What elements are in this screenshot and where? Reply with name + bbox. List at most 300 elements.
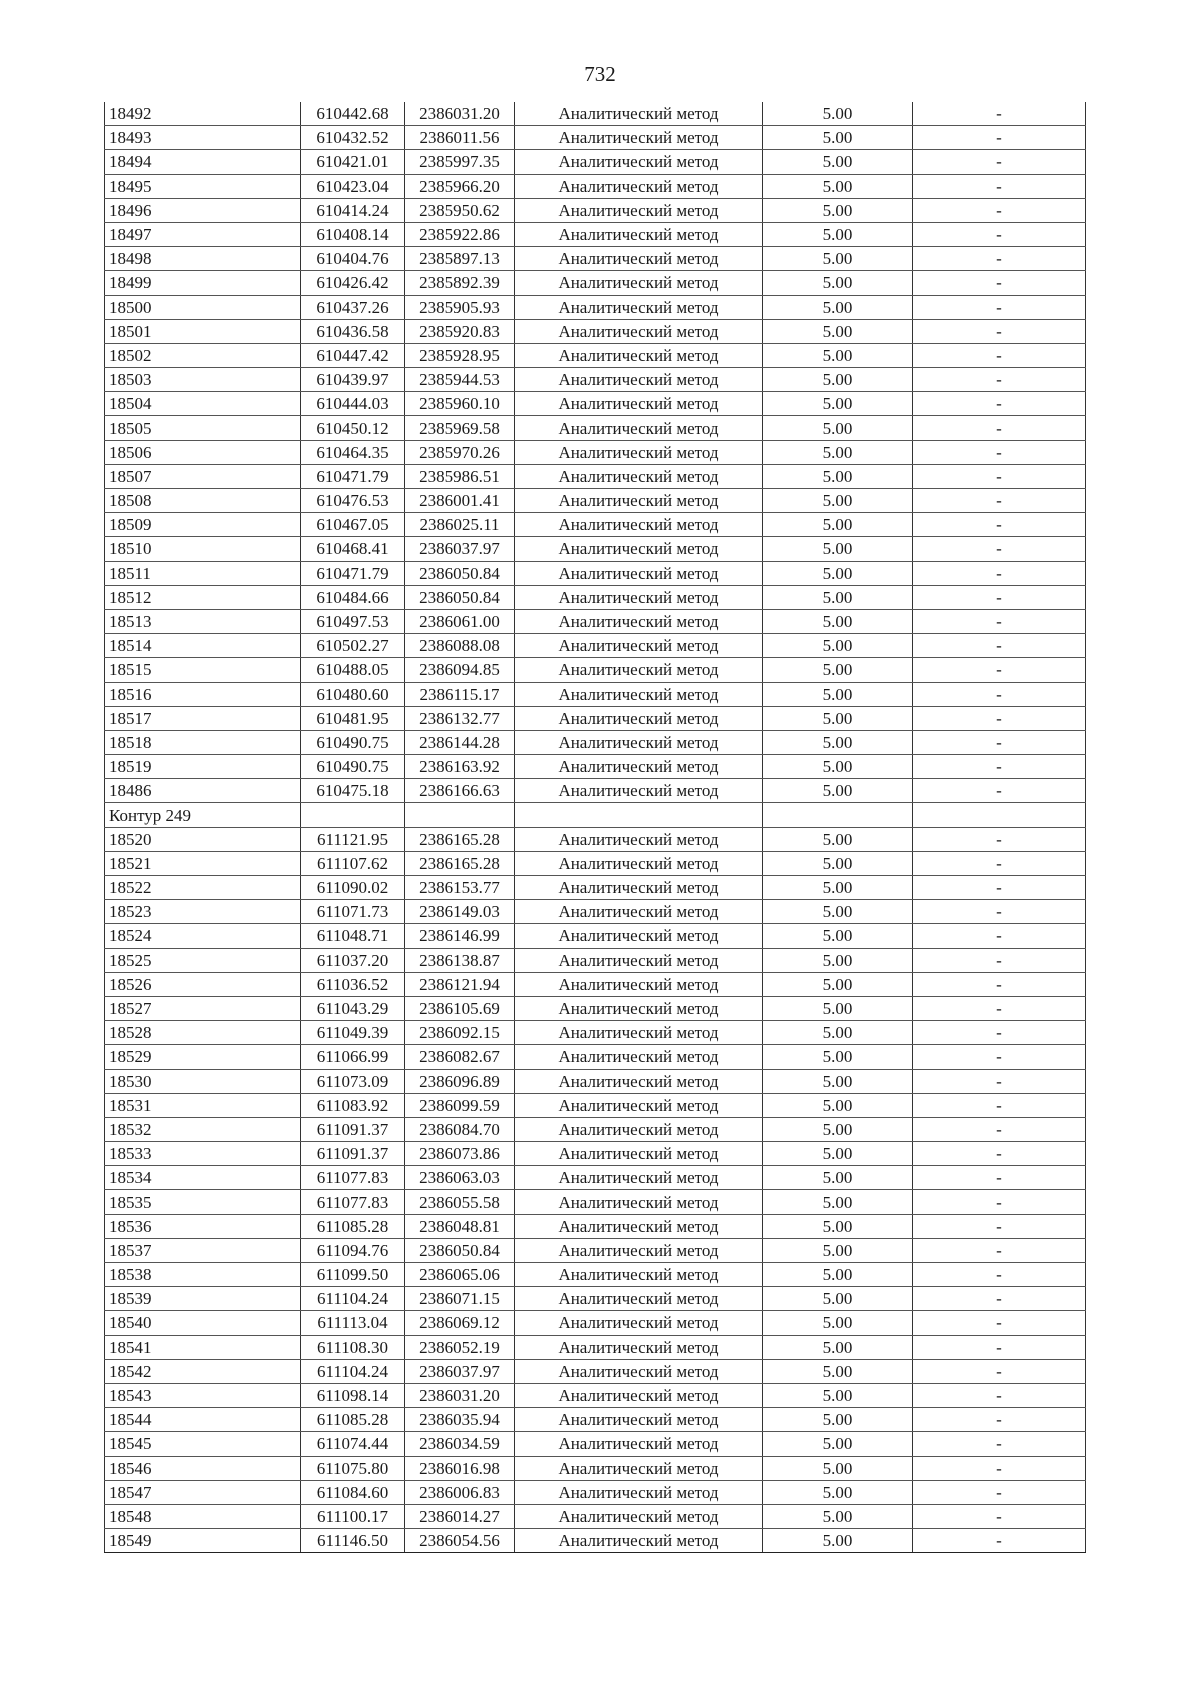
method-cell: Аналитический метод	[515, 1021, 763, 1045]
table-row	[105, 1311, 1086, 1335]
point-id-cell: 18511	[105, 561, 301, 585]
method-cell: Аналитический метод	[515, 368, 763, 392]
description-cell: -	[913, 682, 1086, 706]
x-coordinate-cell: 610442.68	[301, 102, 405, 126]
error-cell: 5.00	[763, 1359, 913, 1383]
table-row	[105, 126, 1086, 150]
description-cell: -	[913, 102, 1086, 126]
table-row	[105, 1166, 1086, 1190]
method-cell: Аналитический метод	[515, 1504, 763, 1528]
table-row	[105, 924, 1086, 948]
error-cell: 5.00	[763, 198, 913, 222]
x-coordinate-cell: 610471.79	[301, 464, 405, 488]
table-row	[105, 1432, 1086, 1456]
description-cell: -	[913, 851, 1086, 875]
y-coordinate-cell: 2386031.20	[405, 1383, 515, 1407]
method-cell: Аналитический метод	[515, 1263, 763, 1287]
description-cell: -	[913, 1408, 1086, 1432]
y-coordinate-cell: 2386050.84	[405, 1238, 515, 1262]
point-id-cell: 18535	[105, 1190, 301, 1214]
x-coordinate-cell: 610437.26	[301, 295, 405, 319]
x-coordinate-cell: 611121.95	[301, 827, 405, 851]
table-row	[105, 537, 1086, 561]
y-coordinate-cell: 2386163.92	[405, 755, 515, 779]
description-cell: -	[913, 1021, 1086, 1045]
point-id-cell: 18523	[105, 900, 301, 924]
method-cell: Аналитический метод	[515, 1335, 763, 1359]
y-coordinate-cell: 2386001.41	[405, 489, 515, 513]
table-row	[105, 1142, 1086, 1166]
point-id-cell: 18493	[105, 126, 301, 150]
method-cell: Аналитический метод	[515, 948, 763, 972]
description-cell: -	[913, 1383, 1086, 1407]
point-id-cell: 18530	[105, 1069, 301, 1093]
point-id-cell: 18528	[105, 1021, 301, 1045]
method-cell: Аналитический метод	[515, 561, 763, 585]
x-coordinate-cell: 610450.12	[301, 416, 405, 440]
y-coordinate-cell: 2386092.15	[405, 1021, 515, 1045]
method-cell: Аналитический метод	[515, 1408, 763, 1432]
error-cell: 5.00	[763, 730, 913, 754]
point-id-cell: 18500	[105, 295, 301, 319]
x-coordinate-cell: 611037.20	[301, 948, 405, 972]
x-coordinate-cell: 610481.95	[301, 706, 405, 730]
description-cell: -	[913, 343, 1086, 367]
description-cell: -	[913, 1190, 1086, 1214]
point-id-cell: 18506	[105, 440, 301, 464]
method-cell: Аналитический метод	[515, 1069, 763, 1093]
y-coordinate-cell: 2385986.51	[405, 464, 515, 488]
table-row	[105, 996, 1086, 1020]
x-coordinate-cell: 610423.04	[301, 174, 405, 198]
error-cell: 5.00	[763, 126, 913, 150]
x-coordinate-cell: 610421.01	[301, 150, 405, 174]
y-coordinate-cell: 2386153.77	[405, 876, 515, 900]
x-coordinate-cell: 611098.14	[301, 1383, 405, 1407]
description-cell: -	[913, 900, 1086, 924]
error-cell: 5.00	[763, 1408, 913, 1432]
x-coordinate-cell: 610480.60	[301, 682, 405, 706]
x-coordinate-cell: 610426.42	[301, 271, 405, 295]
method-cell: Аналитический метод	[515, 585, 763, 609]
y-coordinate-cell: 2385944.53	[405, 368, 515, 392]
method-cell: Аналитический метод	[515, 343, 763, 367]
description-cell: -	[913, 537, 1086, 561]
error-cell: 5.00	[763, 682, 913, 706]
table-row	[105, 174, 1086, 198]
error-cell: 5.00	[763, 440, 913, 464]
description-cell: -	[913, 440, 1086, 464]
error-cell: 5.00	[763, 1383, 913, 1407]
table-row	[105, 827, 1086, 851]
method-cell: Аналитический метод	[515, 464, 763, 488]
error-cell: 5.00	[763, 174, 913, 198]
error-cell: 5.00	[763, 1117, 913, 1141]
y-coordinate-cell: 2386048.81	[405, 1214, 515, 1238]
description-cell: -	[913, 1045, 1086, 1069]
description-cell: -	[913, 634, 1086, 658]
y-coordinate-cell: 2386138.87	[405, 948, 515, 972]
x-coordinate-cell: 610497.53	[301, 609, 405, 633]
x-coordinate-cell: 611049.39	[301, 1021, 405, 1045]
error-cell: 5.00	[763, 1311, 913, 1335]
description-cell: -	[913, 876, 1086, 900]
contour-label: Контур 249	[105, 803, 301, 827]
y-coordinate-cell: 2386146.99	[405, 924, 515, 948]
y-coordinate-cell: 2386065.06	[405, 1263, 515, 1287]
error-cell: 5.00	[763, 634, 913, 658]
x-coordinate-cell: 610464.35	[301, 440, 405, 464]
table-row	[105, 682, 1086, 706]
description-cell: -	[913, 198, 1086, 222]
x-coordinate-cell: 610502.27	[301, 634, 405, 658]
description-cell: -	[913, 1287, 1086, 1311]
table-row	[105, 319, 1086, 343]
error-cell: 5.00	[763, 489, 913, 513]
error-cell: 5.00	[763, 368, 913, 392]
y-coordinate-cell: 2386105.69	[405, 996, 515, 1020]
y-coordinate-cell: 2386055.58	[405, 1190, 515, 1214]
description-cell: -	[913, 585, 1086, 609]
y-coordinate-cell: 2386165.28	[405, 851, 515, 875]
x-coordinate-cell: 610476.53	[301, 489, 405, 513]
point-id-cell: 18537	[105, 1238, 301, 1262]
x-coordinate-cell: 611113.04	[301, 1311, 405, 1335]
description-cell: -	[913, 150, 1086, 174]
table-row	[105, 1263, 1086, 1287]
point-id-cell: 18517	[105, 706, 301, 730]
point-id-cell: 18539	[105, 1287, 301, 1311]
description-cell: -	[913, 1263, 1086, 1287]
y-coordinate-cell: 2386099.59	[405, 1093, 515, 1117]
x-coordinate-cell: 611108.30	[301, 1335, 405, 1359]
description-cell: -	[913, 1214, 1086, 1238]
table-row	[105, 1069, 1086, 1093]
error-cell: 5.00	[763, 1142, 913, 1166]
table-row	[105, 1335, 1086, 1359]
method-cell: Аналитический метод	[515, 996, 763, 1020]
description-cell: -	[913, 1166, 1086, 1190]
table-row	[105, 222, 1086, 246]
y-coordinate-cell: 2386132.77	[405, 706, 515, 730]
x-coordinate-cell: 611036.52	[301, 972, 405, 996]
x-coordinate-cell: 611074.44	[301, 1432, 405, 1456]
method-cell: Аналитический метод	[515, 682, 763, 706]
point-id-cell: 18549	[105, 1529, 301, 1553]
error-cell: 5.00	[763, 1045, 913, 1069]
x-coordinate-cell: 611073.09	[301, 1069, 405, 1093]
table-row	[105, 1504, 1086, 1528]
x-coordinate-cell: 610468.41	[301, 537, 405, 561]
description-cell: -	[913, 319, 1086, 343]
method-cell: Аналитический метод	[515, 658, 763, 682]
method-cell: Аналитический метод	[515, 876, 763, 900]
point-id-cell: 18510	[105, 537, 301, 561]
description-cell: -	[913, 1359, 1086, 1383]
description-cell: -	[913, 416, 1086, 440]
error-cell: 5.00	[763, 392, 913, 416]
y-coordinate-cell: 2386014.27	[405, 1504, 515, 1528]
table-row	[105, 972, 1086, 996]
y-coordinate-cell: 2385966.20	[405, 174, 515, 198]
table-row	[105, 295, 1086, 319]
x-coordinate-cell: 610490.75	[301, 755, 405, 779]
x-coordinate-cell: 611075.80	[301, 1456, 405, 1480]
error-cell: 5.00	[763, 1263, 913, 1287]
description-cell: -	[913, 1238, 1086, 1262]
page-number: 732	[584, 62, 616, 86]
table-row	[105, 1383, 1086, 1407]
y-coordinate-cell: 2385892.39	[405, 271, 515, 295]
error-cell: 5.00	[763, 1166, 913, 1190]
point-id-cell: 18492	[105, 102, 301, 126]
error-cell: 5.00	[763, 247, 913, 271]
description-cell: -	[913, 561, 1086, 585]
x-coordinate-cell: 610490.75	[301, 730, 405, 754]
point-id-cell: 18497	[105, 222, 301, 246]
error-cell: 5.00	[763, 1335, 913, 1359]
point-id-cell: 18503	[105, 368, 301, 392]
method-cell: Аналитический метод	[515, 1383, 763, 1407]
x-coordinate-cell: 610414.24	[301, 198, 405, 222]
method-cell: Аналитический метод	[515, 779, 763, 803]
y-coordinate-cell: 2386031.20	[405, 102, 515, 126]
x-coordinate-cell: 611077.83	[301, 1190, 405, 1214]
method-cell: Аналитический метод	[515, 1456, 763, 1480]
y-coordinate-cell: 2386050.84	[405, 585, 515, 609]
error-cell: 5.00	[763, 706, 913, 730]
y-coordinate-cell: 2386061.00	[405, 609, 515, 633]
x-coordinate-cell: 611085.28	[301, 1214, 405, 1238]
x-coordinate-cell: 611100.17	[301, 1504, 405, 1528]
table-row	[105, 755, 1086, 779]
error-cell: 5.00	[763, 1504, 913, 1528]
point-id-cell: 18545	[105, 1432, 301, 1456]
method-cell: Аналитический метод	[515, 1432, 763, 1456]
point-id-cell: 18526	[105, 972, 301, 996]
y-coordinate-cell: 2385897.13	[405, 247, 515, 271]
method-cell: Аналитический метод	[515, 150, 763, 174]
error-cell: 5.00	[763, 585, 913, 609]
error-cell: 5.00	[763, 1214, 913, 1238]
method-cell: Аналитический метод	[515, 102, 763, 126]
table-row	[105, 1045, 1086, 1069]
table-row	[105, 489, 1086, 513]
point-id-cell: 18516	[105, 682, 301, 706]
x-coordinate-cell: 611146.50	[301, 1529, 405, 1553]
y-coordinate-cell: 2386034.59	[405, 1432, 515, 1456]
table-row	[105, 1456, 1086, 1480]
method-cell: Аналитический метод	[515, 972, 763, 996]
y-coordinate-cell: 2386050.84	[405, 561, 515, 585]
method-cell: Аналитический метод	[515, 609, 763, 633]
method-cell: Аналитический метод	[515, 1311, 763, 1335]
x-coordinate-cell: 611066.99	[301, 1045, 405, 1069]
method-cell: Аналитический метод	[515, 440, 763, 464]
method-cell: Аналитический метод	[515, 1238, 763, 1262]
x-coordinate-cell: 610467.05	[301, 513, 405, 537]
description-cell: -	[913, 1529, 1086, 1553]
x-coordinate-cell: 611043.29	[301, 996, 405, 1020]
x-coordinate-cell: 611083.92	[301, 1093, 405, 1117]
error-cell: 5.00	[763, 1432, 913, 1456]
y-coordinate-cell: 2386082.67	[405, 1045, 515, 1069]
point-id-cell: 18501	[105, 319, 301, 343]
error-cell: 5.00	[763, 464, 913, 488]
method-cell: Аналитический метод	[515, 634, 763, 658]
error-cell: 5.00	[763, 827, 913, 851]
y-coordinate-cell: 2386096.89	[405, 1069, 515, 1093]
x-coordinate-cell: 610404.76	[301, 247, 405, 271]
point-id-cell: 18512	[105, 585, 301, 609]
point-id-cell: 18498	[105, 247, 301, 271]
point-id-cell: 18515	[105, 658, 301, 682]
method-cell: Аналитический метод	[515, 755, 763, 779]
point-id-cell: 18527	[105, 996, 301, 1020]
error-cell: 5.00	[763, 924, 913, 948]
x-coordinate-cell: 611071.73	[301, 900, 405, 924]
description-cell: -	[913, 513, 1086, 537]
error-cell: 5.00	[763, 1069, 913, 1093]
error-cell: 5.00	[763, 876, 913, 900]
point-id-cell: 18509	[105, 513, 301, 537]
error-cell: 5.00	[763, 561, 913, 585]
method-cell: Аналитический метод	[515, 489, 763, 513]
point-id-cell: 18536	[105, 1214, 301, 1238]
y-coordinate-cell: 2386011.56	[405, 126, 515, 150]
error-cell: 5.00	[763, 996, 913, 1020]
error-cell: 5.00	[763, 755, 913, 779]
error-cell: 5.00	[763, 851, 913, 875]
table-row	[105, 368, 1086, 392]
table-row	[105, 730, 1086, 754]
description-cell: -	[913, 1117, 1086, 1141]
error-cell: 5.00	[763, 416, 913, 440]
description-cell: -	[913, 295, 1086, 319]
table-row	[105, 779, 1086, 803]
description-cell: -	[913, 924, 1086, 948]
table-row	[105, 392, 1086, 416]
error-cell: 5.00	[763, 900, 913, 924]
table-row	[105, 343, 1086, 367]
point-id-cell: 18514	[105, 634, 301, 658]
x-coordinate-cell: 611094.76	[301, 1238, 405, 1262]
point-id-cell: 18524	[105, 924, 301, 948]
point-id-cell: 18513	[105, 609, 301, 633]
error-cell: 5.00	[763, 513, 913, 537]
description-cell: -	[913, 1480, 1086, 1504]
y-coordinate-cell: 2386088.08	[405, 634, 515, 658]
table-row	[105, 1021, 1086, 1045]
error-cell: 5.00	[763, 537, 913, 561]
y-coordinate-cell: 2386166.63	[405, 779, 515, 803]
description-cell: -	[913, 222, 1086, 246]
description-cell: -	[913, 1504, 1086, 1528]
y-coordinate-cell: 2385928.95	[405, 343, 515, 367]
x-coordinate-cell: 611091.37	[301, 1117, 405, 1141]
y-coordinate-cell: 2386069.12	[405, 1311, 515, 1335]
table-row	[105, 634, 1086, 658]
x-coordinate-cell: 611077.83	[301, 1166, 405, 1190]
table-row	[105, 1117, 1086, 1141]
error-cell: 5.00	[763, 1238, 913, 1262]
table-row	[105, 1480, 1086, 1504]
empty-cell	[405, 803, 515, 827]
description-cell: -	[913, 730, 1086, 754]
y-coordinate-cell: 2385922.86	[405, 222, 515, 246]
description-cell: -	[913, 368, 1086, 392]
x-coordinate-cell: 610484.66	[301, 585, 405, 609]
table-row	[105, 1093, 1086, 1117]
error-cell: 5.00	[763, 779, 913, 803]
method-cell: Аналитический метод	[515, 392, 763, 416]
description-cell: -	[913, 174, 1086, 198]
point-id-cell: 18544	[105, 1408, 301, 1432]
table-row	[105, 150, 1086, 174]
table-row	[105, 416, 1086, 440]
point-id-cell: 18520	[105, 827, 301, 851]
method-cell: Аналитический метод	[515, 730, 763, 754]
table-row	[105, 1214, 1086, 1238]
method-cell: Аналитический метод	[515, 851, 763, 875]
error-cell: 5.00	[763, 658, 913, 682]
method-cell: Аналитический метод	[515, 295, 763, 319]
x-coordinate-cell: 610488.05	[301, 658, 405, 682]
error-cell: 5.00	[763, 319, 913, 343]
y-coordinate-cell: 2385997.35	[405, 150, 515, 174]
method-cell: Аналитический метод	[515, 513, 763, 537]
point-id-cell: 18543	[105, 1383, 301, 1407]
table-row	[105, 198, 1086, 222]
method-cell: Аналитический метод	[515, 1190, 763, 1214]
table-row	[105, 1287, 1086, 1311]
description-cell: -	[913, 948, 1086, 972]
y-coordinate-cell: 2385905.93	[405, 295, 515, 319]
x-coordinate-cell: 611104.24	[301, 1359, 405, 1383]
point-id-cell: 18542	[105, 1359, 301, 1383]
description-cell: -	[913, 658, 1086, 682]
y-coordinate-cell: 2386115.17	[405, 682, 515, 706]
method-cell: Аналитический метод	[515, 222, 763, 246]
error-cell: 5.00	[763, 1021, 913, 1045]
error-cell: 5.00	[763, 972, 913, 996]
empty-cell	[913, 803, 1086, 827]
error-cell: 5.00	[763, 1529, 913, 1553]
error-cell: 5.00	[763, 1287, 913, 1311]
point-id-cell: 18525	[105, 948, 301, 972]
method-cell: Аналитический метод	[515, 271, 763, 295]
method-cell: Аналитический метод	[515, 1359, 763, 1383]
x-coordinate-cell: 610432.52	[301, 126, 405, 150]
y-coordinate-cell: 2386149.03	[405, 900, 515, 924]
coordinates-table	[104, 102, 1086, 1553]
point-id-cell: 18533	[105, 1142, 301, 1166]
method-cell: Аналитический метод	[515, 198, 763, 222]
error-cell: 5.00	[763, 1456, 913, 1480]
y-coordinate-cell: 2386073.86	[405, 1142, 515, 1166]
description-cell: -	[913, 1432, 1086, 1456]
table-row	[105, 561, 1086, 585]
table-row	[105, 271, 1086, 295]
point-id-cell: 18507	[105, 464, 301, 488]
y-coordinate-cell: 2386165.28	[405, 827, 515, 851]
description-cell: -	[913, 247, 1086, 271]
y-coordinate-cell: 2386084.70	[405, 1117, 515, 1141]
error-cell: 5.00	[763, 222, 913, 246]
point-id-cell: 18547	[105, 1480, 301, 1504]
description-cell: -	[913, 271, 1086, 295]
method-cell: Аналитический метод	[515, 247, 763, 271]
